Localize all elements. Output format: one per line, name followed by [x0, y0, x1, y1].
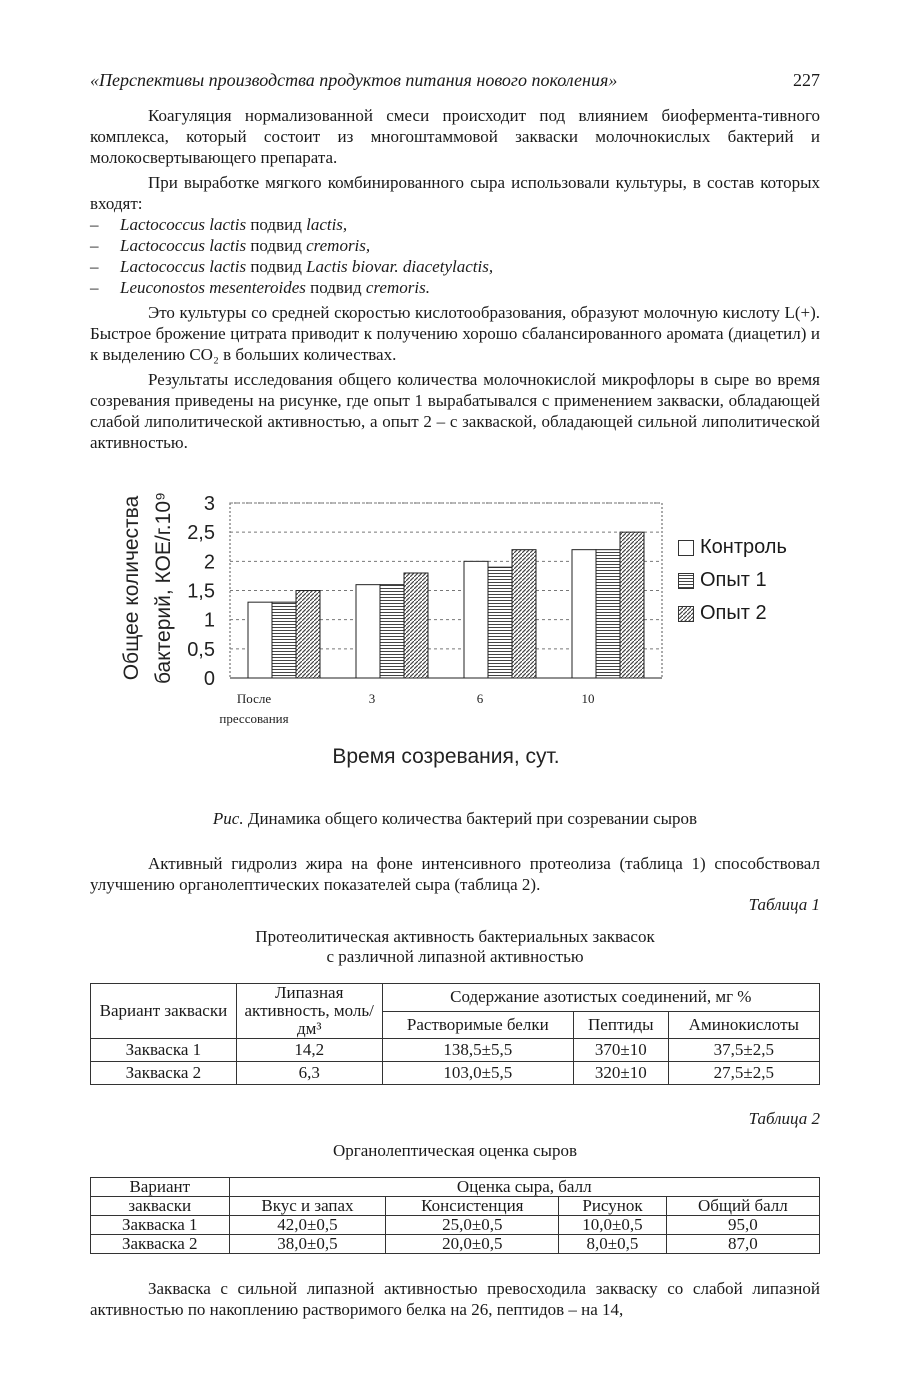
y-tick-label: 1: [203, 609, 215, 632]
y-tick-label: 3: [203, 493, 215, 515]
x-tick-label: 10: [581, 691, 595, 706]
table-header: Рисунок: [559, 1197, 667, 1216]
culture-list: [90, 214, 820, 298]
legend-item: Контроль: [678, 531, 787, 564]
table-header: Липазная активность, моль/дм³: [236, 984, 382, 1039]
table-header: Вкус и запах: [229, 1197, 386, 1216]
y-axis-label: бактерий, КОЕ/г.10⁹: [152, 492, 175, 684]
table-header: Вариант: [91, 1178, 230, 1197]
table-header: закваски: [91, 1197, 230, 1216]
figure: [90, 473, 820, 803]
bar-Опыт 1: [596, 550, 620, 678]
figure-caption: Рис. Динамика общего количества бактерий при созревании сыров: [212, 809, 698, 828]
y-tick-label: 2,5: [187, 522, 215, 545]
bar-Контроль: [572, 550, 596, 678]
y-tick-label: 1,5: [187, 580, 215, 603]
table-row: Закваска 2 6,3 103,0±5,5 320±10 27,5±2,5: [91, 1062, 820, 1085]
table-row: Закваска 1 42,0±0,5 25,0±0,5 10,0±0,5 95,0: [91, 1216, 820, 1235]
bar-Опыт 2: [404, 573, 428, 678]
table-row: Закваска 2 38,0±0,5 20,0±0,5 8,0±0,5 87,0: [91, 1235, 820, 1254]
x-tick-label: прессования: [219, 711, 289, 726]
organoleptic-table: [90, 1177, 820, 1254]
table-header: Оценка сыра, балл: [229, 1178, 820, 1197]
paragraph: Результаты исследования общего количества молочнокислой микрофлоры в сыре во время созревания приведены на рисунке, где опыт 1 вырабатывался с применением закваски, обладающей слабой липолитической активностью, а опыт 2 – с закваской, обладающей сильной липолитической активностью.: [90, 370, 820, 452]
table-header: Растворимые белки: [382, 1011, 573, 1039]
paragraph: При выработке мягкого комбинированного сыра использовали культуры, в состав которых входят:: [90, 173, 820, 213]
legend-item: Опыт 1: [678, 564, 787, 597]
table-label: Таблица 2: [748, 1109, 820, 1128]
chart-legend: [678, 531, 787, 630]
list-item: – Lactococcus lactis подвид lactis,: [90, 214, 820, 235]
table-header: Общий балл: [666, 1197, 819, 1216]
bar-Контроль: [356, 585, 380, 678]
page: [90, 70, 820, 1320]
bar-Опыт 2: [620, 532, 644, 678]
bar-Контроль: [248, 602, 272, 678]
x-tick-label: 6: [476, 691, 484, 706]
table-title: Органолептическая оценка сыров: [332, 1141, 578, 1160]
table-header: Аминокислоты: [668, 1011, 819, 1039]
list-item: – Leuconostos mesenteroides подвид cremoris.: [90, 277, 820, 298]
table-header: Вариант закваски: [91, 984, 237, 1039]
list-item: – Lactococcus lactis подвид Lactis biovar. diacetylactis,: [90, 256, 820, 277]
paragraph: Это культуры со средней скоростью кислотообразования, образуют молочную кислоту L(+). Быстрое брожение цитрата приводит к получению хорошо сбалансированного аромата (диацетил) и к выделению CO₂ в больших количествах.: [90, 303, 820, 364]
table-header: Пептиды: [574, 1011, 669, 1039]
bar-Опыт 1: [488, 567, 512, 678]
x-axis-label: Время созревания, сут.: [332, 745, 560, 768]
legend-item: Опыт 2: [678, 597, 787, 630]
y-axis-label: Общее количества: [120, 495, 143, 681]
proteolytic-table: [90, 983, 820, 1085]
table-row: Закваска 1 14,2 138,5±5,5 370±10 37,5±2,5: [91, 1039, 820, 1062]
table-label: Таблица 1: [748, 895, 820, 914]
paragraph: Закваска с сильной липазной активностью превосходила закваску со слабой липазной активностью по накоплению растворимого белка на 26, пептидов – на 14,: [90, 1279, 820, 1319]
bar-Опыт 1: [272, 602, 296, 678]
table-header: Содержание азотистых соединений, мг %: [382, 984, 819, 1012]
paragraph: Коагуляция нормализованной смеси происходит под влиянием биофермента-тивного комплекса, который состоит из многоштаммовой закваски молочнокислых бактерий и молокосвертывающего препарата.: [90, 106, 820, 167]
x-tick-label: 3: [368, 691, 376, 706]
y-tick-label: 0: [203, 668, 215, 690]
bar-Опыт 1: [380, 585, 404, 678]
running-title: «Перспективы производства продуктов питания нового поколения»: [90, 70, 618, 90]
list-item: – Lactococcus lactis подвид cremoris,: [90, 235, 820, 256]
x-tick-label: После: [236, 691, 272, 706]
bar-Контроль: [464, 561, 488, 678]
y-tick-label: 0,5: [187, 638, 215, 661]
bar-Опыт 2: [512, 550, 536, 678]
page-number: 227: [793, 70, 820, 90]
paragraph: Активный гидролиз жира на фоне интенсивного протеолиза (таблица 1) способствовал улучшению органолептических показателей сыра (таблица 2).: [90, 854, 820, 894]
running-header: [90, 70, 820, 91]
bar-chart: [90, 473, 820, 803]
table-header: Консистенция: [386, 1197, 559, 1216]
table-title: Протеолитическая активность бактериальных заквасок с различной липазной активностью: [255, 927, 655, 966]
y-tick-label: 2: [203, 551, 215, 574]
bar-Опыт 2: [296, 591, 320, 679]
